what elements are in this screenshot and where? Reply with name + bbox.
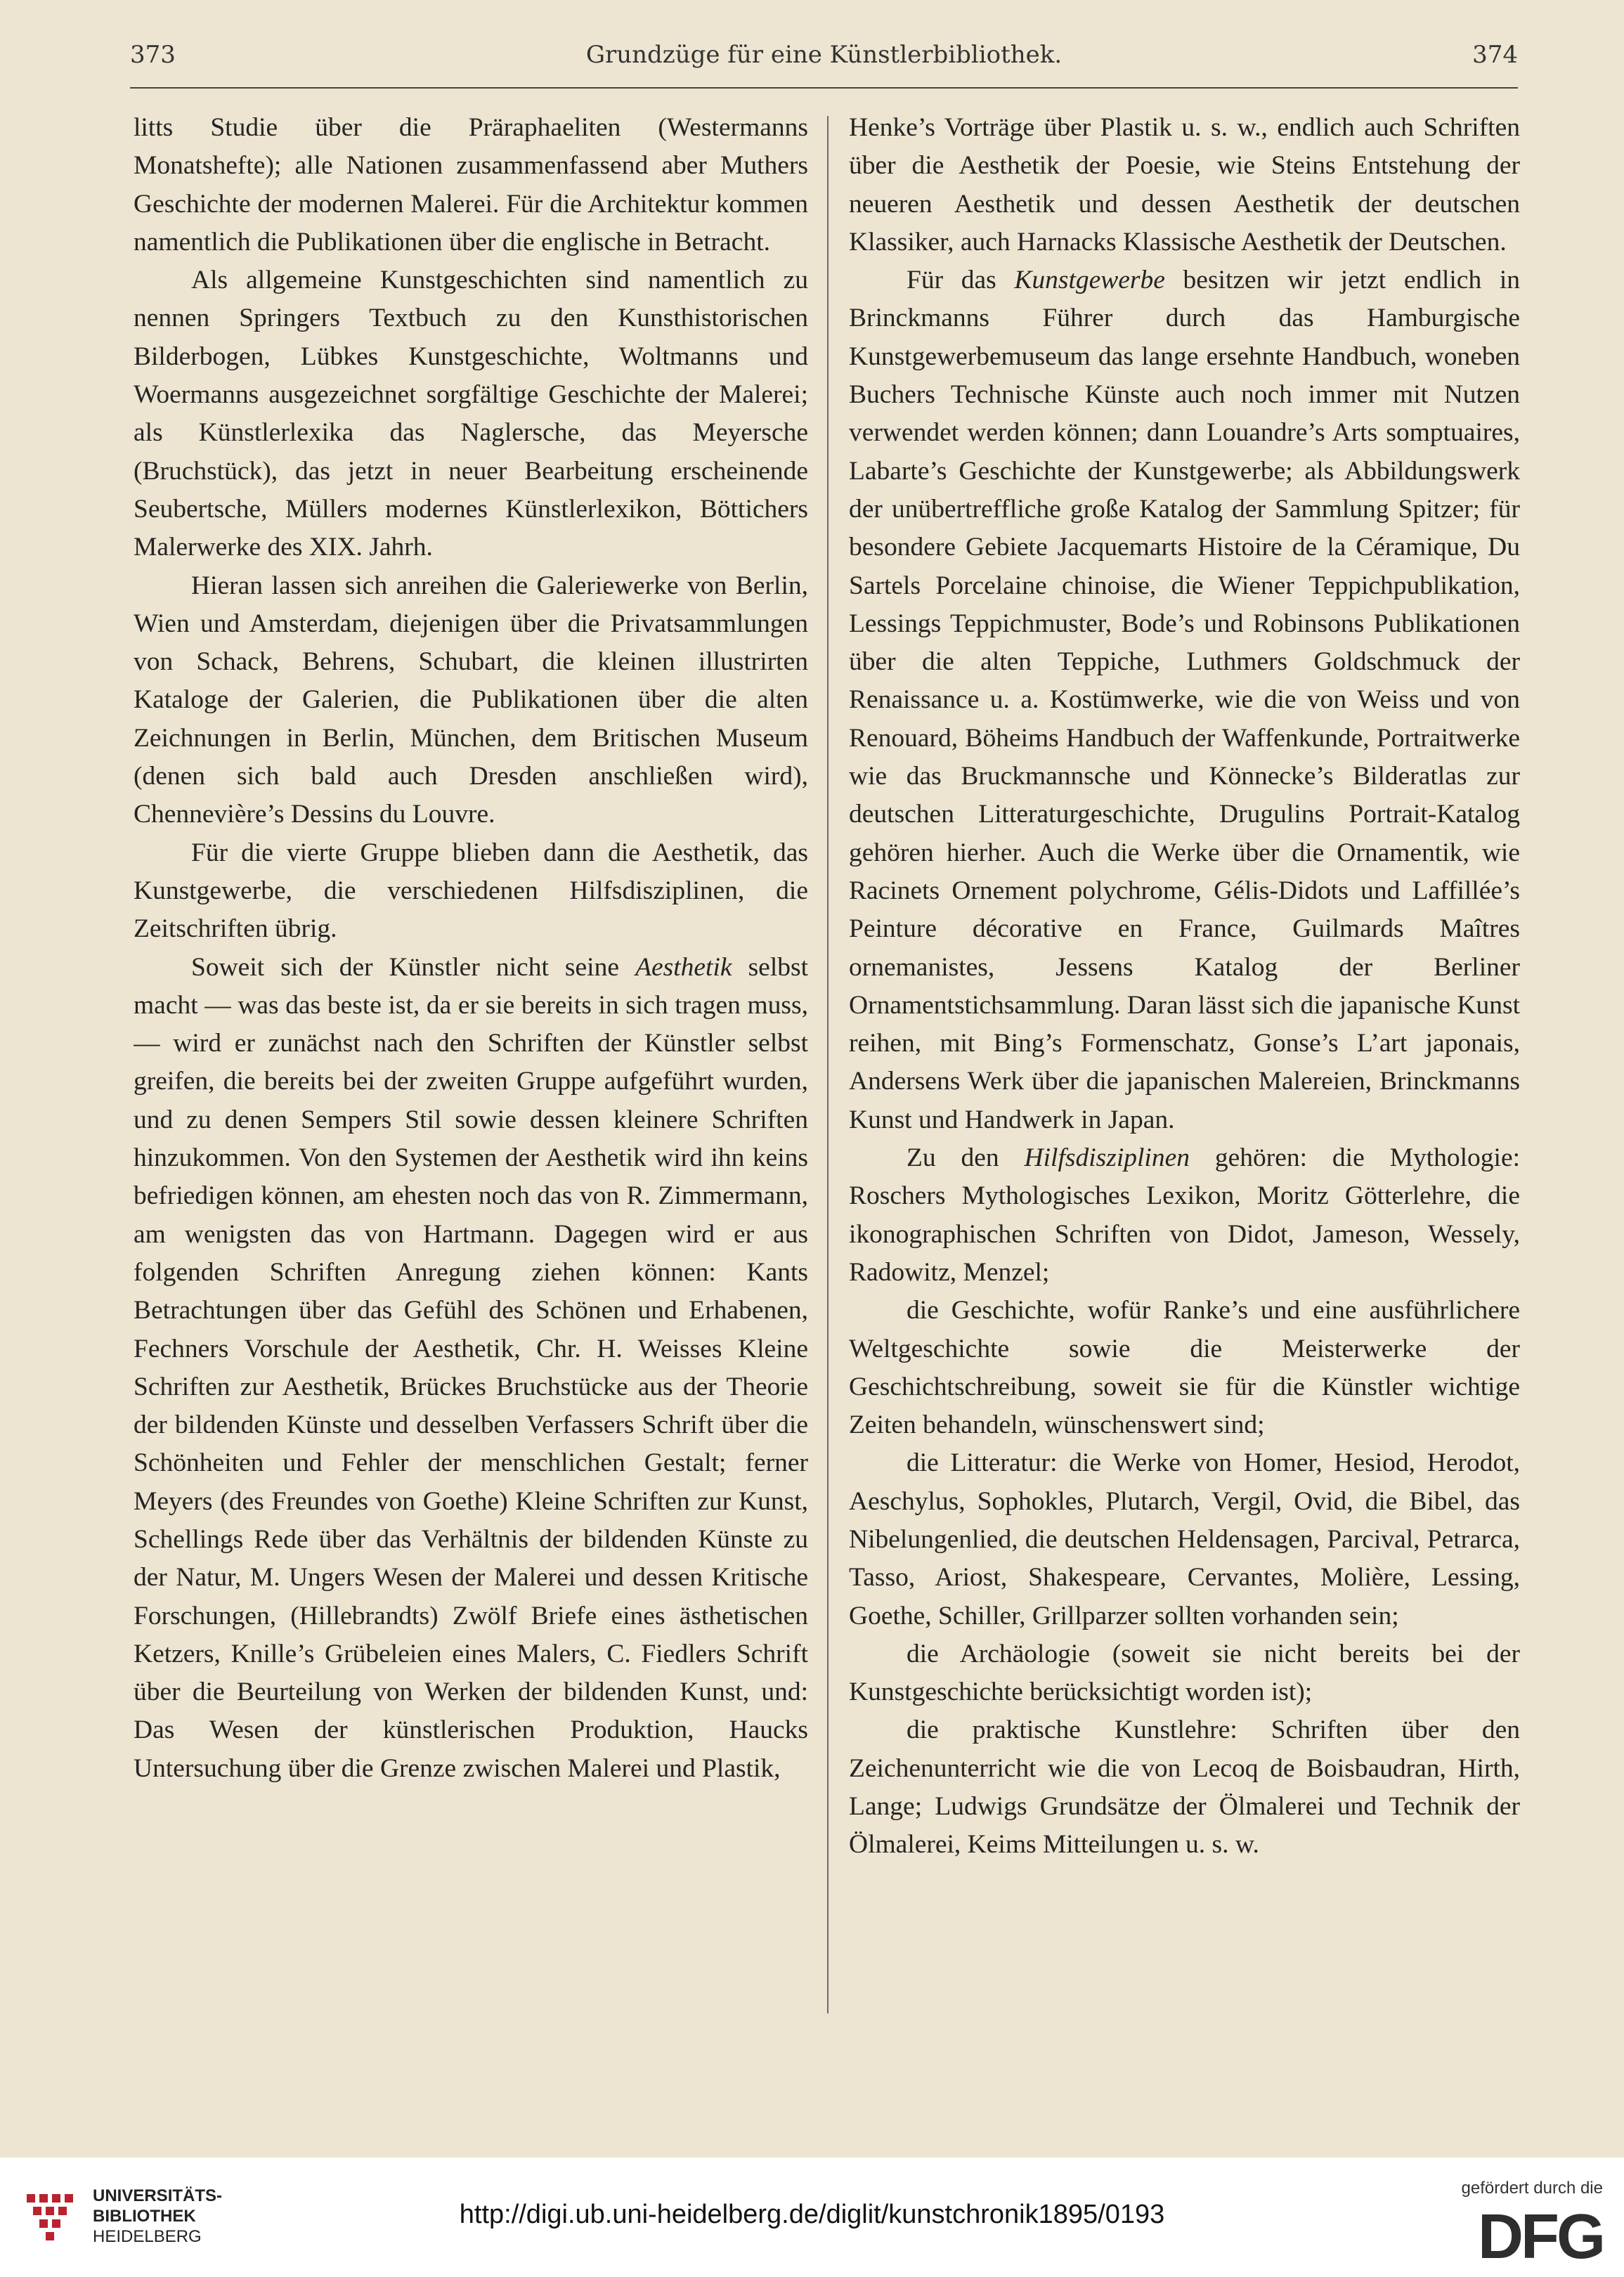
paragraph: die Archäologie (soweit sie nicht bereits bei der Kunstgeschichte berücksichtigt worden ist); — [849, 1639, 1520, 1707]
paragraph — [134, 949, 808, 1789]
paragraph: die Geschichte, wofür Ranke’s und eine ausführlichere Weltgeschichte sowie die Meisterwerke der Geschichtschreibung, soweit sie für die Künstler wichtige Zeiten behandeln, wünschenswert sind; — [849, 1296, 1520, 1440]
paragraph: die Litteratur: die Werke von Homer, Hesiod, Herodot, Aeschylus, Sophokles, Plutarch, Vergil, Ovid, die Bibel, das Nibelungenlied, die deutschen Heldensagen, Parcival, Petrarca, Tasso, Ariost, Shakespeare, Cervantes, Molière, Lessing, Goethe, Schiller, Grillparzer sollten vorhanden sein; — [849, 1448, 1520, 1630]
paragraph — [849, 261, 1520, 1139]
header-rule — [130, 87, 1518, 89]
right-column — [849, 109, 1520, 2042]
text-run: Für das — [907, 266, 1015, 295]
paragraph: Für die vierte Gruppe blieben dann die Aesthetik, das Kunstgewerbe, die verschiedenen Hilfsdisziplinen, die Zeitschriften übrig. — [134, 838, 808, 944]
institution-line: HEIDELBERG — [93, 2227, 202, 2246]
italic-term: Hilfsdisziplinen — [1024, 1143, 1190, 1173]
paragraph: Henke’s Vorträge über Plastik u. s. w., endlich auch Schriften über die Aesthetik der Poesie, wie Steins Entstehung der neueren Aesthetik und dessen Aesthetik der deutschen Klassiker, auch Harnacks Klassische Aesthetik der Deutschen. — [849, 113, 1520, 257]
running-header — [130, 41, 1518, 83]
text-run: Zu den — [907, 1143, 1025, 1173]
italic-term: Aesthetik — [635, 952, 732, 982]
paragraph: Als allgemeine Kunstgeschichten sind namentlich zu nennen Springers Textbuch zu den Kunsthistorischen Bilderbogen, Lübkes Kunstgeschichte, Woltmanns und Woermanns ausgezeichnet sorgfältige Geschichte der Malerei; als Künstlerlexika das Naglersche, das Meyersche (Bruchstück), das jetzt in neuer Bearbeitung erscheinende Seubertsche, Müllers modernes Künstlerlexikon, Böttichers Malerwerke des XIX. Jahrh. — [134, 266, 808, 562]
page-number-right: 374 — [1472, 41, 1518, 69]
page-number-left: 373 — [130, 41, 176, 69]
text-run: Soweit sich der Künstler nicht seine — [191, 952, 636, 982]
text-run: besitzen wir jetzt endlich in Brinckmanns Führer durch das Hamburgische Kunstgewerbemuseum das lange ersehnte Handbuch, woneben Buchers Technische Künste auch noch immer mit Nutzen verwendet werden können; dann Louandre’s Arts somptuaires, Labarte’s Geschichte der Kunstgewerbe; als Abbildungswerk der unübertreffliche große Katalog der Sammlung Spitzer; für besondere Gebiete Jacquemarts Histoire de la Céramique, Du Sartels Porcelaine chinoise, die Wiener Teppichpublikation, Lessings Teppichmuster, Bode’s und Robinsons Publikationen über die alten Teppiche, Luthmers Goldschmuck der Renaissance u. a. Kostümwerke, wie die von Weiss und von Renouard, Böheims Handbuch der Waffenkunde, Portraitwerke wie das Bruckmannsche und Könnecke’s Bilderatlas zur deutschen Litteraturgeschichte, Drugulins Portrait-Katalog gehören hierher. Auch die Werke über die Ornamentik, wie Racinets Ornement polychrome, Gélis-Didots und Laffillée’s Peinture décorative en France, Guilmards Maîtres ornemanistes, Jessens Katalog der Berliner Ornamentstichsammlung. Daran lässt sich die japanische Kunst reihen, mit Bing’s Formenschatz, Gonse’s L’art japonais, Andersens Werk über die japanischen Malereien, Brinckmanns Kunst und Handwerk in Japan. — [849, 266, 1520, 1134]
institution-line: UNIVERSITÄTS- — [93, 2186, 223, 2205]
institution-line: BIBLIOTHEK — [93, 2207, 196, 2226]
sponsor-note: gefördert durch die — [1461, 2179, 1603, 2198]
column-divider — [827, 116, 829, 2013]
running-title: Grundzüge für eine Künstlerbibliothek. — [585, 41, 1063, 69]
text-run: selbst macht — was das beste ist, da er sie bereits in sich tragen muss, — wird er zunächst nach den Schriften der Künstler selbst greifen, die bereits bei der zweiten Gruppe aufgeführt wurden, und zu denen Sempers Stil sowie dessen kleinere Schriften hinzukommen. Von den Systemen der Aesthetik wird ihn keins befriedigen können, am ehesten noch das von R. Zimmermann, am wenigsten das von Hartmann. Dagegen wird er aus folgenden Schriften Anregung ziehen können: Kants Betrachtungen über das Gefühl des Schönen und Erhabenen, Fechners Vorschule der Aesthetik, Chr. H. Weisses Kleine Schriften zur Aesthetik, Brückes Bruchstücke aus der Theorie der bildenden Künste und desselben Verfassers Schrift über die Schönheiten und Fehler der menschlichen Gestalt; ferner Meyers (des Freundes von Goethe) Kleine Schriften zur Kunst, Schellings Rede über das Verhältnis der bildenden Künste zu der Natur, M. Ungers Wesen der Malerei und dessen Kritische Forschungen, (Hillebrandts) Zwölf Briefe eines ästhetischen Ketzers, Knille’s Grübeleien eines Malers, C. Fiedlers Schrift über die Beurteilung von Werken der bildenden Kunst, und: Das Wesen der künstlerischen Produktion, Haucks Untersuchung über die Grenze zwischen Malerei und Plastik, — [134, 952, 808, 1783]
viewer-footer — [0, 2158, 1624, 2277]
paragraph: litts Studie über die Präraphaeliten (Westermanns Monatshefte); alle Nationen zusammenfassend aber Muthers Geschichte der modernen Malerei. Für die Architektur kommen namentlich die Publikationen über die englische in Betracht. — [134, 113, 808, 257]
left-column — [134, 109, 808, 2042]
paragraph: die praktische Kunstlehre: Schriften über den Zeichenunterricht wie die von Lecoq de Boisbaudran, Hirth, Lange; Ludwigs Grundsätze der Ölmalerei und Technik der Ölmalerei, Keims Mitteilungen u. s. w. — [849, 1715, 1520, 1860]
paragraph — [849, 1139, 1520, 1292]
dfg-logo: DFG — [1478, 2202, 1603, 2272]
text-run: gehören: die Mythologie: Roschers Mythologisches Lexikon, Moritz Götterlehre, die ikonographischen Schriften von Didot, Jameson, Wessely, Radowitz, Menzel; — [849, 1143, 1520, 1287]
italic-term: Kunstgewerbe — [1014, 266, 1165, 295]
permalink-url[interactable]: http://digi.ub.uni-heidelberg.de/diglit/kunstchronik1895/0193 — [459, 2200, 1165, 2229]
paragraph: Hieran lassen sich anreihen die Galeriewerke von Berlin, Wien und Amsterdam, diejenigen über die Privatsammlungen von Schack, Behrens, Schubart, die kleinen illustrirten Kataloge der Galerien, die Publikationen über die alten Zeichnungen in Berlin, München, dem Britischen Museum (denen sich bald auch Dresden anschließen wird), Chennevière’s Dessins du Louvre. — [134, 571, 808, 829]
